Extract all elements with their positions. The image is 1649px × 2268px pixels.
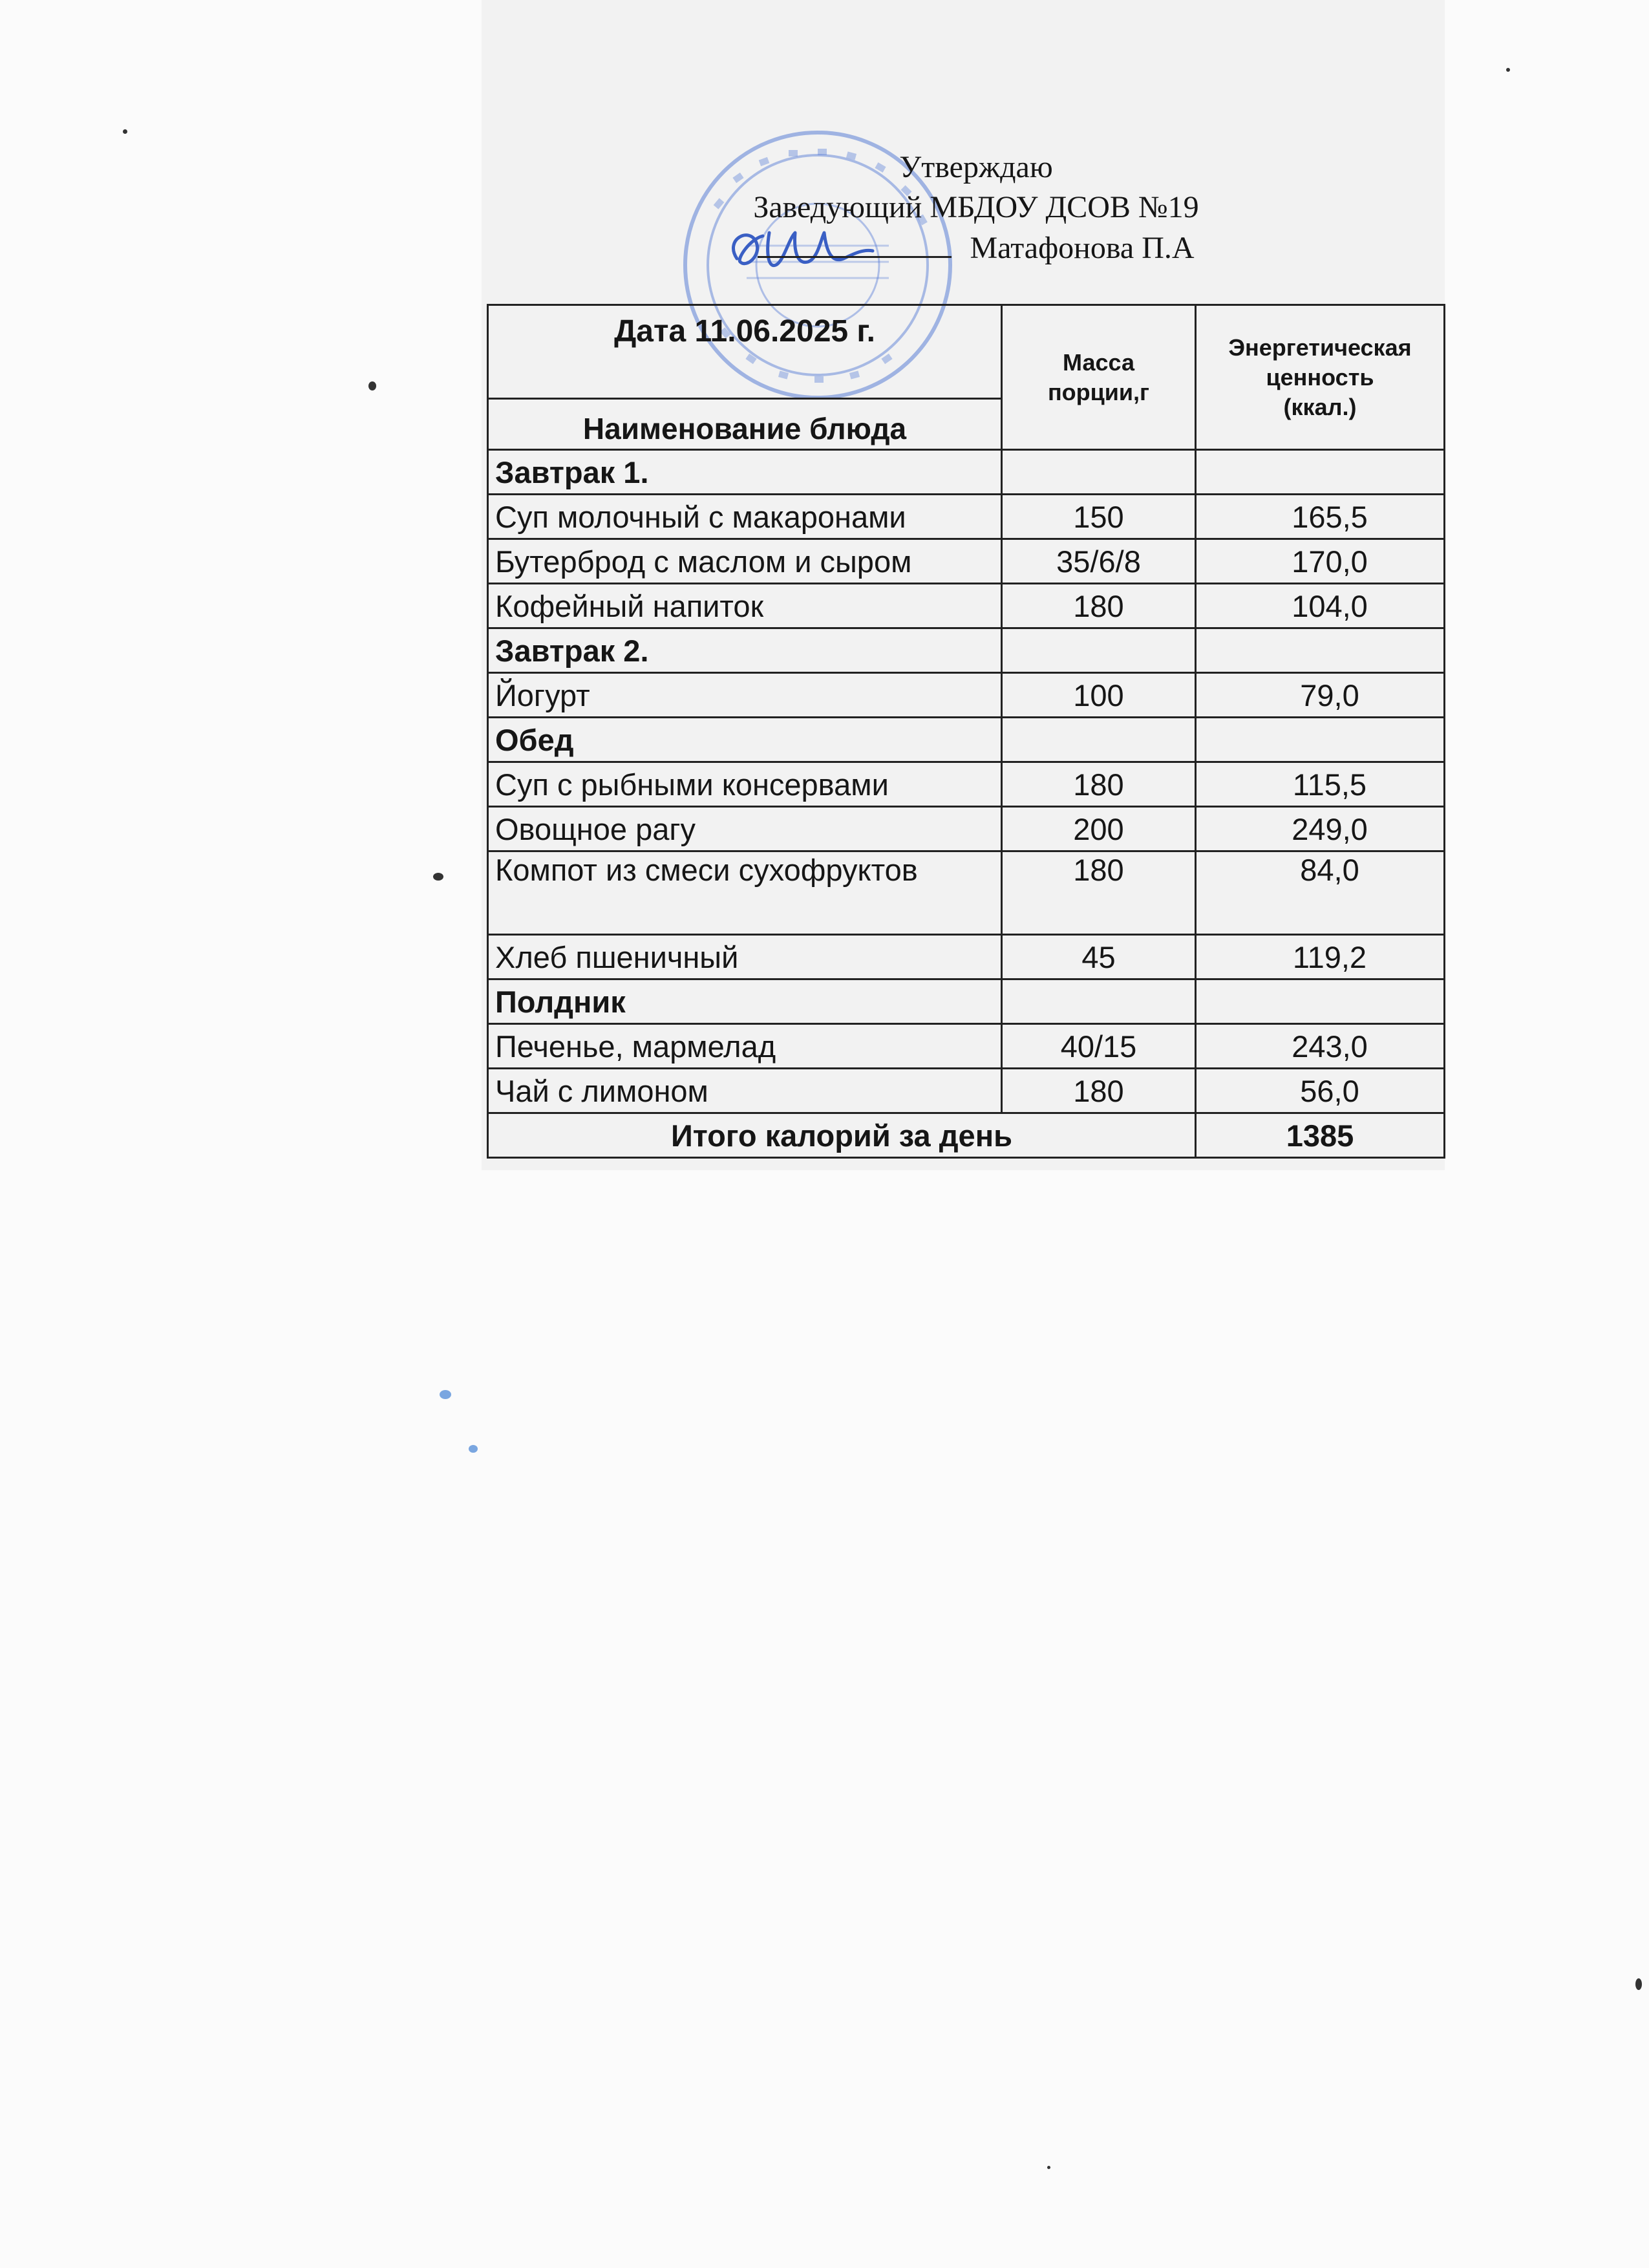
- table-row: [488, 851, 1445, 935]
- dish-mass: 45: [1002, 935, 1196, 979]
- scan-speck: [1506, 68, 1510, 72]
- section-title: Завтрак 2.: [488, 628, 1002, 673]
- dish-mass: 180: [1002, 1069, 1196, 1113]
- approval-signature-line: [621, 228, 1332, 268]
- table-row: [488, 539, 1445, 584]
- dish-kcal: 104,0: [1196, 584, 1445, 628]
- scan-speck: [1047, 2166, 1050, 2169]
- signature-blank: [758, 228, 952, 258]
- table-row: [488, 935, 1445, 979]
- dish-name: Бутерброд с маслом и сыром: [488, 539, 1002, 584]
- scan-speck: [123, 129, 127, 134]
- scan-speck: [368, 381, 376, 390]
- dish-kcal: 165,5: [1196, 495, 1445, 539]
- section-row: [488, 450, 1445, 495]
- dish-mass: 35/6/8: [1002, 539, 1196, 584]
- section-title: Полдник: [488, 979, 1002, 1024]
- menu-table: [487, 304, 1445, 1159]
- table-row: [488, 807, 1445, 851]
- dish-kcal: 249,0: [1196, 807, 1445, 851]
- dish-name: Чай с лимоном: [488, 1069, 1002, 1113]
- dish-name: Кофейный напиток: [488, 584, 1002, 628]
- approval-heading: Утверждаю: [899, 150, 1053, 184]
- dish-name: Суп с рыбными консервами: [488, 762, 1002, 807]
- dish-mass: 200: [1002, 807, 1196, 851]
- approval-block: [621, 147, 1332, 268]
- total-row: [488, 1113, 1445, 1158]
- dish-kcal: 56,0: [1196, 1069, 1445, 1113]
- approval-position: Заведующий МБДОУ ДСОВ №19: [753, 190, 1199, 224]
- total-label: Итого калорий за день: [488, 1113, 1196, 1158]
- header-row: [488, 305, 1445, 399]
- dish-mass: 180: [1002, 762, 1196, 807]
- dish-kcal: 115,5: [1196, 762, 1445, 807]
- dish-name: Йогурт: [488, 673, 1002, 718]
- table-row: [488, 673, 1445, 718]
- section-row: [488, 718, 1445, 762]
- dish-kcal: 84,0: [1196, 851, 1445, 935]
- scan-speck: [440, 1390, 451, 1399]
- dish-name-header: Наименование блюда: [488, 399, 1002, 450]
- approval-signer: Матафонова П.А: [970, 231, 1195, 265]
- scan-speck: [433, 873, 443, 881]
- dish-kcal: 243,0: [1196, 1024, 1445, 1069]
- mass-header: Масса порции,г: [1002, 305, 1196, 450]
- dish-kcal: 119,2: [1196, 935, 1445, 979]
- energy-header-unit: (ккал.): [1283, 393, 1357, 420]
- scan-speck: [469, 1445, 478, 1453]
- dish-name: Овощное рагу: [488, 807, 1002, 851]
- dish-name: Компот из смеси сухофруктов: [488, 851, 1002, 935]
- dish-mass: 180: [1002, 851, 1196, 935]
- table-row: [488, 762, 1445, 807]
- dish-mass: 40/15: [1002, 1024, 1196, 1069]
- dish-mass: 100: [1002, 673, 1196, 718]
- dish-kcal: 170,0: [1196, 539, 1445, 584]
- dish-mass: 180: [1002, 584, 1196, 628]
- table-row: [488, 584, 1445, 628]
- dish-name: Печенье, мармелад: [488, 1024, 1002, 1069]
- section-row: [488, 979, 1445, 1024]
- table-row: [488, 495, 1445, 539]
- table-row: [488, 1024, 1445, 1069]
- dish-mass: 150: [1002, 495, 1196, 539]
- date-header: Дата 11.06.2025 г.: [488, 305, 1002, 399]
- table-row: [488, 1069, 1445, 1113]
- total-value: 1385: [1196, 1113, 1445, 1158]
- scan-speck: [1635, 1978, 1642, 1990]
- section-title: Завтрак 1.: [488, 450, 1002, 495]
- section-title: Обед: [488, 718, 1002, 762]
- energy-header: [1196, 305, 1445, 450]
- section-row: [488, 628, 1445, 673]
- energy-header-text: Энергетическая ценность: [1228, 334, 1412, 390]
- dish-name: Хлеб пшеничный: [488, 935, 1002, 979]
- dish-kcal: 79,0: [1196, 673, 1445, 718]
- dish-name: Суп молочный с макаронами: [488, 495, 1002, 539]
